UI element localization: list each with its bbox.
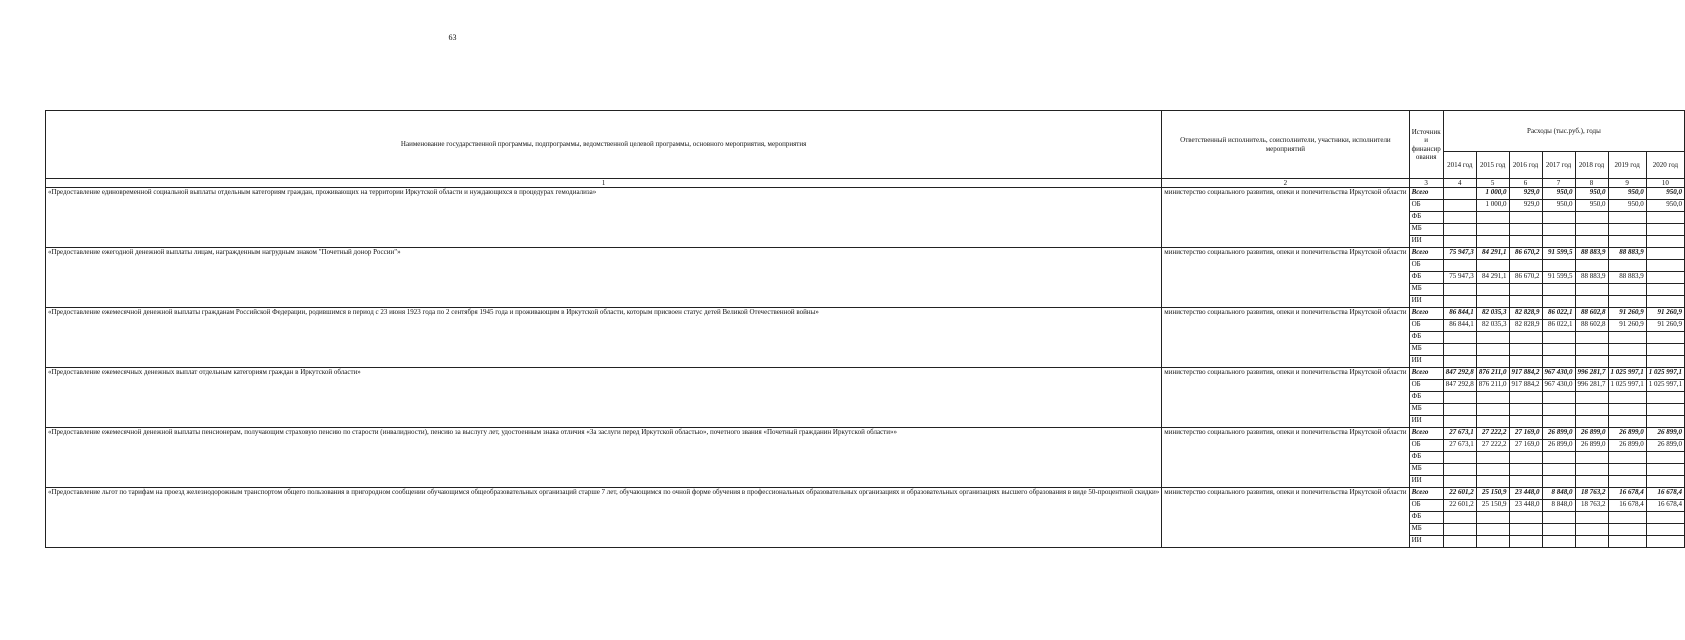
- measure-executor: министерство социального развития, опеки и попечительства Иркутской области: [1162, 308, 1409, 368]
- expense-value: 847 292,8: [1443, 380, 1476, 392]
- expense-value: 88 883,9: [1608, 248, 1646, 260]
- measure-executor: министерство социального развития, опеки и попечительства Иркутской области: [1162, 368, 1409, 428]
- expense-value: 27 673,1: [1443, 440, 1476, 452]
- funding-source: Всего: [1409, 308, 1443, 320]
- funding-source: ИИ: [1409, 236, 1443, 248]
- funding-source: ОБ: [1409, 380, 1443, 392]
- expense-value: 26 899,0: [1575, 428, 1608, 440]
- expense-value: 88 883,9: [1575, 248, 1608, 260]
- funding-source: ФБ: [1409, 392, 1443, 404]
- expense-value: [1608, 356, 1646, 368]
- expense-value: [1476, 524, 1509, 536]
- expense-value: 25 150,9: [1476, 488, 1509, 500]
- funding-source: Всего: [1409, 488, 1443, 500]
- expense-value: [1542, 260, 1575, 272]
- expense-value: 86 844,1: [1443, 320, 1476, 332]
- funding-source: ФБ: [1409, 212, 1443, 224]
- expense-value: [1575, 524, 1608, 536]
- expense-value: [1476, 344, 1509, 356]
- expense-value: 26 899,0: [1646, 440, 1684, 452]
- expense-value: [1542, 296, 1575, 308]
- expense-value: [1608, 260, 1646, 272]
- expense-value: 16 678,4: [1608, 488, 1646, 500]
- expense-value: 22 601,2: [1443, 500, 1476, 512]
- expense-value: 8 848,0: [1542, 500, 1575, 512]
- funding-source: ИИ: [1409, 356, 1443, 368]
- expense-value: [1443, 356, 1476, 368]
- expense-value: 18 763,2: [1575, 500, 1608, 512]
- measure-executor: министерство социального развития, опеки и попечительства Иркутской области: [1162, 188, 1409, 248]
- header-year: 2016 год: [1509, 152, 1542, 179]
- expense-value: [1443, 512, 1476, 524]
- expense-value: [1509, 344, 1542, 356]
- expense-value: 82 828,9: [1509, 308, 1542, 320]
- measure-executor: министерство социального развития, опеки и попечительства Иркутской области: [1162, 248, 1409, 308]
- expense-value: [1646, 476, 1684, 488]
- expense-value: [1476, 284, 1509, 296]
- expense-value: [1575, 452, 1608, 464]
- funding-source: ОБ: [1409, 200, 1443, 212]
- expense-value: [1608, 236, 1646, 248]
- expense-value: [1509, 284, 1542, 296]
- expense-value: [1443, 332, 1476, 344]
- expense-value: [1542, 236, 1575, 248]
- expense-value: [1608, 284, 1646, 296]
- funding-source: ФБ: [1409, 452, 1443, 464]
- funding-source: ФБ: [1409, 512, 1443, 524]
- header-name: Наименование государственной программы, подпрограммы, ведомственной целевой программы, основного мероприятия, мероприятия: [46, 111, 1162, 179]
- expense-value: 91 260,9: [1646, 308, 1684, 320]
- expense-value: [1542, 464, 1575, 476]
- expense-value: [1646, 296, 1684, 308]
- funding-source: ФБ: [1409, 272, 1443, 284]
- expense-value: 950,0: [1542, 188, 1575, 200]
- funding-source: ОБ: [1409, 320, 1443, 332]
- expense-value: [1542, 476, 1575, 488]
- expense-value: [1476, 452, 1509, 464]
- expense-value: [1646, 248, 1684, 260]
- expense-value: 996 281,7: [1575, 368, 1608, 380]
- expense-value: 75 947,3: [1443, 248, 1476, 260]
- expense-value: [1575, 404, 1608, 416]
- expense-value: 26 899,0: [1542, 440, 1575, 452]
- expense-value: 950,0: [1575, 200, 1608, 212]
- expense-value: [1646, 536, 1684, 548]
- expense-value: [1443, 392, 1476, 404]
- expense-value: [1476, 512, 1509, 524]
- expense-value: [1542, 536, 1575, 548]
- expense-value: [1646, 224, 1684, 236]
- expense-value: 27 169,0: [1509, 428, 1542, 440]
- expense-value: 1 025 997,1: [1646, 368, 1684, 380]
- header-source: Источник и финансир ования: [1409, 111, 1443, 179]
- funding-source: ОБ: [1409, 260, 1443, 272]
- expense-value: 847 292,8: [1443, 368, 1476, 380]
- expense-value: 18 763,2: [1575, 488, 1608, 500]
- expense-value: [1646, 392, 1684, 404]
- column-number: 8: [1575, 179, 1608, 188]
- header-year: 2020 год: [1646, 152, 1684, 179]
- funding-source: ОБ: [1409, 500, 1443, 512]
- expense-value: 8 848,0: [1542, 488, 1575, 500]
- column-number: 2: [1162, 179, 1409, 188]
- expense-value: 26 899,0: [1542, 428, 1575, 440]
- header-expenses: Расходы (тыс.руб.), годы: [1443, 111, 1684, 152]
- expense-value: 91 260,9: [1646, 320, 1684, 332]
- expense-value: [1542, 344, 1575, 356]
- expense-value: 1 025 997,1: [1608, 368, 1646, 380]
- expense-value: [1646, 416, 1684, 428]
- expense-value: [1443, 296, 1476, 308]
- header-year: 2014 год: [1443, 152, 1476, 179]
- header-year: 2018 год: [1575, 152, 1608, 179]
- expense-value: 876 211,0: [1476, 380, 1509, 392]
- expense-value: [1608, 536, 1646, 548]
- expense-value: 22 601,2: [1443, 488, 1476, 500]
- expense-value: 950,0: [1646, 188, 1684, 200]
- funding-source: ОБ: [1409, 440, 1443, 452]
- funding-source: ИИ: [1409, 416, 1443, 428]
- expense-value: [1646, 272, 1684, 284]
- expense-value: 950,0: [1646, 200, 1684, 212]
- expense-value: 88 602,8: [1575, 308, 1608, 320]
- expense-value: [1646, 464, 1684, 476]
- expense-value: [1575, 464, 1608, 476]
- expense-value: [1443, 524, 1476, 536]
- expense-value: [1646, 332, 1684, 344]
- expense-value: 88 602,8: [1575, 320, 1608, 332]
- expense-value: [1575, 296, 1608, 308]
- expense-value: 967 430,0: [1542, 368, 1575, 380]
- column-number: 5: [1476, 179, 1509, 188]
- expense-value: 1 025 997,1: [1646, 380, 1684, 392]
- expense-value: [1443, 188, 1476, 200]
- header-executor: Ответственный исполнитель, соисполнители, участники, исполнители мероприятий: [1162, 111, 1409, 179]
- expense-value: [1646, 212, 1684, 224]
- expense-value: [1509, 536, 1542, 548]
- expense-value: 86 022,1: [1542, 320, 1575, 332]
- expense-value: [1646, 236, 1684, 248]
- expense-value: [1542, 512, 1575, 524]
- funding-source: ИИ: [1409, 296, 1443, 308]
- expense-value: 26 899,0: [1608, 440, 1646, 452]
- header-year: 2015 год: [1476, 152, 1509, 179]
- expense-value: [1509, 476, 1542, 488]
- funding-source: МБ: [1409, 464, 1443, 476]
- expense-value: [1575, 416, 1608, 428]
- expense-value: [1542, 452, 1575, 464]
- expense-value: [1608, 416, 1646, 428]
- expense-value: [1509, 356, 1542, 368]
- expense-value: [1608, 476, 1646, 488]
- expense-value: 1 025 997,1: [1608, 380, 1646, 392]
- expense-value: [1575, 236, 1608, 248]
- expense-value: [1608, 332, 1646, 344]
- expense-value: 1 000,0: [1476, 200, 1509, 212]
- column-number: 1: [46, 179, 1162, 188]
- expense-value: [1443, 236, 1476, 248]
- expense-value: 26 899,0: [1646, 428, 1684, 440]
- expense-value: [1476, 236, 1509, 248]
- expense-value: [1575, 476, 1608, 488]
- expense-value: [1509, 392, 1542, 404]
- expense-value: [1443, 344, 1476, 356]
- expense-value: [1443, 260, 1476, 272]
- expense-value: [1608, 524, 1646, 536]
- expense-value: [1575, 356, 1608, 368]
- expense-value: [1443, 404, 1476, 416]
- expense-value: 26 899,0: [1575, 440, 1608, 452]
- funding-source: МБ: [1409, 404, 1443, 416]
- column-number: 6: [1509, 179, 1542, 188]
- expense-value: [1509, 512, 1542, 524]
- expense-value: 27 673,1: [1443, 428, 1476, 440]
- expense-value: [1608, 392, 1646, 404]
- expense-value: 967 430,0: [1542, 380, 1575, 392]
- table-row: [46, 488, 1685, 500]
- expense-value: [1575, 344, 1608, 356]
- expense-value: [1646, 452, 1684, 464]
- expense-value: [1509, 416, 1542, 428]
- expense-value: [1575, 284, 1608, 296]
- expense-value: [1476, 296, 1509, 308]
- expense-value: 16 678,4: [1646, 500, 1684, 512]
- expense-value: 917 884,2: [1509, 380, 1542, 392]
- funding-source: ФБ: [1409, 332, 1443, 344]
- expense-value: [1476, 224, 1509, 236]
- expense-value: [1542, 224, 1575, 236]
- expense-value: [1575, 332, 1608, 344]
- measure-name: «Предоставление ежегодной денежной выплаты лицам, награжденным нагрудным знаком "Почетный донор России"»: [46, 248, 1162, 308]
- expense-value: [1608, 452, 1646, 464]
- expense-value: [1608, 344, 1646, 356]
- expense-value: [1476, 416, 1509, 428]
- expense-value: [1575, 536, 1608, 548]
- funding-source: МБ: [1409, 284, 1443, 296]
- expense-value: [1575, 212, 1608, 224]
- expense-value: [1509, 332, 1542, 344]
- expense-value: [1509, 260, 1542, 272]
- measure-name: «Предоставление ежемесячных денежных выплат отдельным категориям граждан в Иркутской области»: [46, 368, 1162, 428]
- expense-value: [1646, 524, 1684, 536]
- expense-value: 82 828,9: [1509, 320, 1542, 332]
- column-number: 9: [1608, 179, 1646, 188]
- expense-value: [1476, 356, 1509, 368]
- expense-value: [1509, 224, 1542, 236]
- column-number: 7: [1542, 179, 1575, 188]
- expense-value: [1575, 260, 1608, 272]
- expense-value: [1542, 416, 1575, 428]
- expense-value: [1443, 212, 1476, 224]
- expense-value: 84 291,1: [1476, 272, 1509, 284]
- expense-value: [1476, 476, 1509, 488]
- expense-value: 27 222,2: [1476, 440, 1509, 452]
- measure-executor: министерство социального развития, опеки и попечительства Иркутской области: [1162, 488, 1409, 548]
- expense-value: [1443, 536, 1476, 548]
- measure-name: «Предоставление единовременной социальной выплаты отдельным категориям граждан, проживающих на территории Иркутской области и нуждающихся в процедурах гемодиализа»: [46, 188, 1162, 248]
- column-number: 10: [1646, 179, 1684, 188]
- expense-value: [1509, 296, 1542, 308]
- expense-value: [1443, 416, 1476, 428]
- table-row: [46, 248, 1685, 260]
- expense-value: 88 883,9: [1575, 272, 1608, 284]
- expense-value: 929,0: [1509, 200, 1542, 212]
- expense-value: [1646, 404, 1684, 416]
- funding-source: МБ: [1409, 524, 1443, 536]
- expense-value: 91 260,9: [1608, 320, 1646, 332]
- expense-value: 1 000,0: [1476, 188, 1509, 200]
- measure-executor: министерство социального развития, опеки и попечительства Иркутской области: [1162, 428, 1409, 488]
- table-row: [46, 188, 1685, 200]
- expense-value: [1443, 452, 1476, 464]
- column-number: 3: [1409, 179, 1443, 188]
- expense-value: 876 211,0: [1476, 368, 1509, 380]
- table-row: [46, 368, 1685, 380]
- expense-value: [1646, 344, 1684, 356]
- expense-value: 75 947,3: [1443, 272, 1476, 284]
- expense-value: 26 899,0: [1608, 428, 1646, 440]
- expense-value: [1476, 332, 1509, 344]
- header-year: 2019 год: [1608, 152, 1646, 179]
- expense-value: [1476, 404, 1509, 416]
- funding-source: ИИ: [1409, 476, 1443, 488]
- expense-value: [1509, 404, 1542, 416]
- expense-value: [1542, 332, 1575, 344]
- expense-value: 86 844,1: [1443, 308, 1476, 320]
- expense-value: [1443, 200, 1476, 212]
- expense-value: 996 281,7: [1575, 380, 1608, 392]
- expense-value: 27 169,0: [1509, 440, 1542, 452]
- expense-value: [1542, 356, 1575, 368]
- expense-value: [1443, 476, 1476, 488]
- expense-value: 917 884,2: [1509, 368, 1542, 380]
- expense-value: 82 035,3: [1476, 320, 1509, 332]
- funding-source: Всего: [1409, 428, 1443, 440]
- column-number: 4: [1443, 179, 1476, 188]
- expense-value: 950,0: [1608, 200, 1646, 212]
- expense-value: [1646, 512, 1684, 524]
- expense-value: [1608, 464, 1646, 476]
- table-row: [46, 428, 1685, 440]
- funding-source: МБ: [1409, 224, 1443, 236]
- measure-name: «Предоставление ежемесячной денежной выплаты гражданам Российской Федерации, родившимся в период с 23 июня 1923 года по 2 сентября 1945 года и проживающим в Иркутской области, которым присвоен статус детей Великой Отечественной войны»: [46, 308, 1162, 368]
- budget-table: [45, 110, 1685, 548]
- expense-value: 86 670,2: [1509, 248, 1542, 260]
- expense-value: 950,0: [1542, 200, 1575, 212]
- expense-value: [1509, 452, 1542, 464]
- header-year: 2017 год: [1542, 152, 1575, 179]
- expense-value: [1608, 296, 1646, 308]
- expense-value: 91 599,5: [1542, 248, 1575, 260]
- expense-value: [1542, 392, 1575, 404]
- expense-value: [1542, 212, 1575, 224]
- expense-value: [1608, 512, 1646, 524]
- expense-value: 25 150,9: [1476, 500, 1509, 512]
- expense-value: [1476, 260, 1509, 272]
- expense-value: [1646, 260, 1684, 272]
- expense-value: 86 670,2: [1509, 272, 1542, 284]
- expense-value: 950,0: [1608, 188, 1646, 200]
- expense-value: 86 022,1: [1542, 308, 1575, 320]
- expense-value: 84 291,1: [1476, 248, 1509, 260]
- expense-value: [1476, 392, 1509, 404]
- expense-value: [1542, 284, 1575, 296]
- expense-value: 91 599,5: [1542, 272, 1575, 284]
- funding-source: Всего: [1409, 368, 1443, 380]
- expense-value: [1575, 224, 1608, 236]
- expense-value: 82 035,3: [1476, 308, 1509, 320]
- expense-value: 23 448,0: [1509, 500, 1542, 512]
- page-number: 63: [448, 33, 457, 42]
- expense-value: [1509, 236, 1542, 248]
- expense-value: 27 222,2: [1476, 428, 1509, 440]
- expense-value: [1608, 212, 1646, 224]
- expense-value: [1509, 212, 1542, 224]
- table-row: [46, 308, 1685, 320]
- expense-value: [1542, 524, 1575, 536]
- expense-value: [1443, 464, 1476, 476]
- expense-value: [1476, 536, 1509, 548]
- expense-value: [1646, 356, 1684, 368]
- expense-value: 16 678,4: [1646, 488, 1684, 500]
- expense-value: [1443, 284, 1476, 296]
- expense-value: [1608, 224, 1646, 236]
- expense-value: [1575, 392, 1608, 404]
- expense-value: [1608, 404, 1646, 416]
- expense-value: [1509, 464, 1542, 476]
- expense-value: [1542, 404, 1575, 416]
- funding-source: Всего: [1409, 188, 1443, 200]
- funding-source: МБ: [1409, 344, 1443, 356]
- funding-source: ИИ: [1409, 536, 1443, 548]
- expense-value: 929,0: [1509, 188, 1542, 200]
- expense-value: [1509, 524, 1542, 536]
- expense-value: 950,0: [1575, 188, 1608, 200]
- funding-source: Всего: [1409, 248, 1443, 260]
- measure-name: «Предоставление ежемесячной денежной выплаты пенсионерам, получающим страховую пенсию по старости (инвалидности), пенсию за выслугу лет, удостоенным знака отличия «За заслуги перед Иркутской областью», почетного звания «Почетный гражданин Иркутской области»»: [46, 428, 1162, 488]
- expense-value: 23 448,0: [1509, 488, 1542, 500]
- expense-value: [1575, 512, 1608, 524]
- expense-value: 91 260,9: [1608, 308, 1646, 320]
- expense-value: [1443, 224, 1476, 236]
- expense-value: [1476, 464, 1509, 476]
- expense-value: 88 883,9: [1608, 272, 1646, 284]
- expense-value: [1476, 212, 1509, 224]
- expense-value: [1646, 284, 1684, 296]
- expense-value: 16 678,4: [1608, 500, 1646, 512]
- measure-name: «Предоставление льгот по тарифам на проезд железнодорожным транспортом общего пользования в пригородном сообщении обучающимся общеобразовательных организаций старше 7 лет, обучающимся по очной форме обучения в профессиональных образовательных организациях и образовательных организациях высшего образования в виде 50-процентной скидки»: [46, 488, 1162, 548]
